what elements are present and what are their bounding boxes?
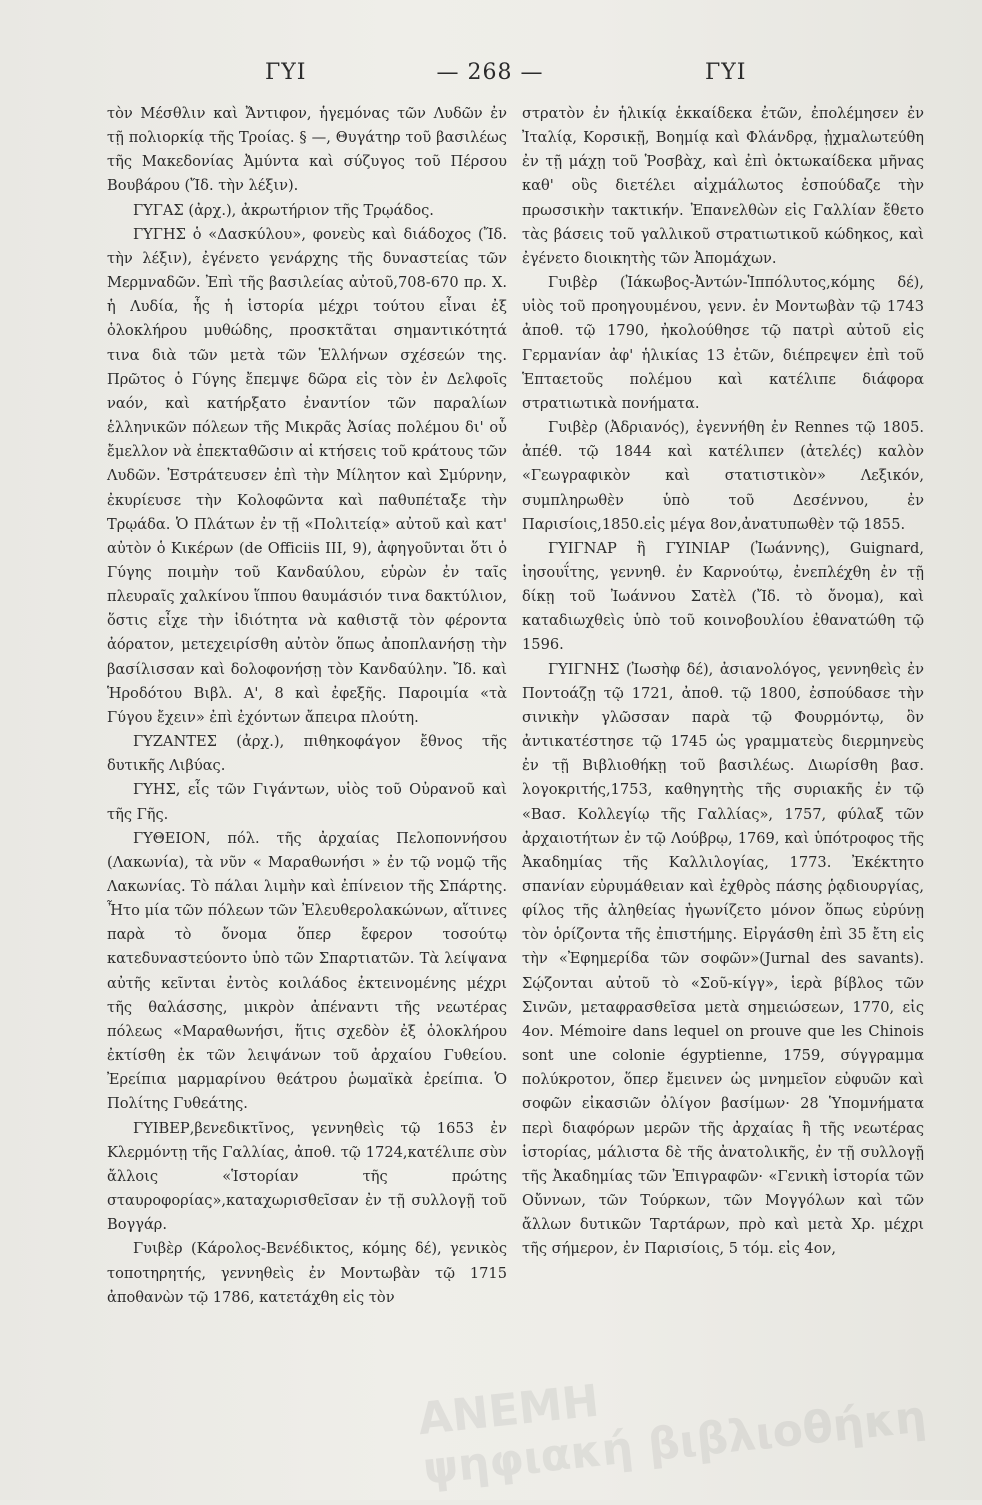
left-column — [107, 102, 507, 1310]
entry-guiber-charles: Γυιβὲρ (Κάρολος-Βενέδικτος, κόμης δέ), γενικὸς τοποτηρητής, γεννηθεὶς ἐν Μοντωβὰν τῷ 1715 ἀποθανὼν τῷ 1786, κατετάχθη εἰς τὸν — [107, 1240, 507, 1306]
entry-guiber-jacques: Γυιβὲρ (Ἰάκωβος-Ἀντών-Ἱππόλυτος,κόμης δέ), υἱὸς τοῦ προηγουμένου, γενν. ἐν Μοντωβὰν τῷ 1743 ἀποθ. τῷ 1790, ἠκολούθησε τῷ πατρὶ αὐτοῦ εἰς Γερμανίαν ἀφ' ἡλικίας 13 ἐτῶν, διέπρεψεν ἐπὶ τοῦ Ἑπταετοῦς πολέμου καὶ κατέλιπε διάφορα στρατιωτικὰ πονήματα. — [522, 274, 924, 412]
page-number: — 268 — — [436, 60, 544, 85]
entry-guiber-adrien: Γυιβὲρ (Ἀδριανός), ἐγεννήθη ἐν Rennes τῷ 1805. ἀπέθ. τῷ 1844 καὶ κατέλιπεν (ἀτελές) καλὸν «Γεωγραφικὸν καὶ στατιστικὸν» Λεξικόν, συμπληρωθὲν ὑπὸ τοῦ Δεσέννου, ἐν Παρισίοις,1850.εἰς μέγα 8ον,ἀνατυπωθὲν τῷ 1855. — [522, 419, 924, 533]
entry-gygas: ΓΥΓΑΣ (ἀρχ.), ἀκρωτήριον τῆς Τρῳάδος. — [133, 201, 434, 219]
entry-guignard: ΓΥΙΓΝΑΡ ἢ ΓΥΙΝΙΑΡ (Ἰωάννης), Guignard, ἰησουΐτης, γεννηθ. ἐν Καρνούτῳ, ἐνεπλέχθη ἐν τῇ δίκῃ τοῦ Ἰωάννου Σατὲλ (Ἴδ. τὸ ὄνομα), καὶ καταδιωχθεὶς ὑπὸ τοῦ κοινοβουλίου ἐθανατώθη τῷ 1596. — [522, 539, 924, 654]
page-header — [95, 60, 885, 92]
entry-continuation: τὸν Μέσθλιν καὶ Ἄντιφον, ἡγεμόνας τῶν Λυδῶν ἐν τῇ πολιορκίᾳ τῆς Τροίας. § —, Θυγάτηρ τοῦ βασιλέως τῆς Μακεδονίας Ἀμύντα καὶ σύζυγος τοῦ Πέρσου Βουβάρου (Ἴδ. τὴν λέξιν). — [107, 105, 507, 195]
header-left-keyword: ΓΥΙ — [265, 60, 307, 85]
entry-gyzantes: ΓΥΖΑΝΤΕΣ (ἀρχ.), πιθηκοφάγον ἔθνος τῆς δυτικῆς Λιβύας. — [107, 733, 507, 775]
header-right-keyword: ΓΥΙ — [705, 60, 747, 85]
entry-continuation-right: στρατὸν ἐν ἡλικίᾳ ἑκκαίδεκα ἐτῶν, ἐπολέμησεν ἐν Ἰταλίᾳ, Κορσικῇ, Βοημίᾳ καὶ Φλάνδρᾳ, ᾐχμαλωτεύθη ἐν τῇ μάχῃ τοῦ Ῥοσβὰχ, καὶ ἐπὶ ὀκτωκαίδεκα μῆνας καθ' οὓς διετέλει αἰχμάλωτος ἐσπούδαζε τὴν πρωσσικὴν τακτικήν. Ἐπανελθὼν εἰς Γαλλίαν ἔθετο τὰς βάσεις τοῦ γαλλικοῦ στρατιωτικοῦ κώδηκος, καὶ ἐγένετο διοικητὴς τῶν Ἀπομάχων. — [522, 105, 924, 267]
entry-gyes: ΓΥΗΣ, εἷς τῶν Γιγάντων, υἱὸς τοῦ Οὐρανοῦ καὶ τῆς Γῆς. — [107, 781, 507, 823]
entry-gyges: ΓΥΓΗΣ ὁ «Δασκύλου», φονεὺς καὶ διάδοχος (Ἴδ. τὴν λέξιν), ἐγένετο γενάρχης τῆς δυναστείας τῶν Μερμναδῶν. Ἐπὶ τῆς βασιλείας αὐτοῦ,708-670 πρ. Χ. ἡ Λυδία, ἧς ἡ ἱστορία μέχρι τούτου εἶναι ἐξ ὁλοκλήρου μυθώδης, προσκτᾶται σημαντικότητά τινα διὰ τῶν μετὰ τῶν Ἑλλήνων σχέσεών της. Πρῶτος ὁ Γύγης ἔπεμψε δῶρα εἰς τὸν ἐν Δελφοῖς ναόν, καὶ κατήρξατο ἐναντίον τῶν παραλίων ἑλληνικῶν πόλεων τῆς Μικρᾶς Ἀσίας πολέμου δι' οὗ ἔμελλον νὰ ἐπεκταθῶσιν αἱ κτήσεις τοῦ κράτους τῶν Λυδῶν. Ἐστράτευσεν ἐπὶ τὴν Μίλητον καὶ Σμύρνην, ἐκυρίευσε τὴν Κολοφῶντα καὶ παθυπέταξε τὴν Τρῳάδα. Ὁ Πλάτων ἐν τῇ «Πολιτείᾳ» αὐτοῦ καὶ κατ' αὐτὸν ὁ Κικέρων (de Officiis III, 9), ἀφηγοῦνται ὅτι ὁ Γύγης ποιμὴν τοῦ Κανδαύλου, εὑρὼν ἐν ταῖς πλευραῖς χαλκίνου ἵππου θαυμάσιόν τινα δακτύλιον, ὅστις εἶχε τὴν ἰδιότητα νὰ καθιστᾷ τὸν φέροντα ἀόρατον, μετεχειρίσθη αὐτὸν ὅπως ἀποπλανήσῃ τὴν βασίλισσαν καὶ δολοφονήσῃ τὸν Κανδαύλην. Ἴδ. καὶ Ἡροδότου Βιβλ. Α', 8 καὶ ἐφεξῆς. Παροιμία «τὰ Γύγου ἔχειν» ἐπὶ ἐχόντων ἄπειρα πλούτη. — [107, 225, 507, 726]
entry-guiber: ΓΥΙΒΕΡ,βενεδικτῖνος, γεννηθεὶς τῷ 1653 ἐν Κλερμόντῃ τῆς Γαλλίας, ἀποθ. τῷ 1724,κατέλιπε σὺν ἄλλοις «Ἱστορίαν τῆς πρώτης σταυροφορίας»,καταχωρισθεῖσαν ἐν τῇ συλλογῇ τοῦ Βογγάρ. — [107, 1119, 507, 1234]
right-column — [522, 102, 924, 1262]
entry-guignes: ΓΥΙΓΝΗΣ (Ἰωσὴφ δέ), ἀσιανολόγος, γεννηθεὶς ἐν Ποντοάζῃ τῷ 1721, ἀποθ. τῷ 1800, ἐσπούδασε τὴν σινικὴν γλῶσσαν παρὰ τῷ Φουρμόντῳ, ὃν ἀντικατέστησε τῷ 1745 ὡς γραμματεὺς διερμηνεὺς ἐν τῇ Βιβλιοθήκῃ τοῦ βασιλέως. Διωρίσθη βασ. λογοκριτής,1753, καθηγητὴς τῆς συριακῆς ἐν τῷ «Βασ. Κολλεγίῳ τῆς Γαλλίας», 1757, φύλαξ τῶν ἀρχαιοτήτων ἐν τῷ Λούβρῳ, 1769, καὶ ὑπότροφος τῆς Ἀκαδημίας τῆς Καλλιλογίας, 1773. Ἐκέκτητο σπανίαν εὐρυμάθειαν καὶ ἐχθρὸς πάσης ῥᾳδιουργίας, φίλος τῆς ἀληθείας ἠγωνίζετο μόνον ὅπως εὐρύνῃ τὸν ὁρίζοντα τῆς ἐπιστήμης. Εἰργάσθη ἐπὶ 35 ἔτη εἰς τὴν «Ἐφημερίδα τῶν σοφῶν»(Jurnal des savants). Σῴζονται αὐτοῦ τὸ «Σοῦ-κίγγ», ἱερὰ βίβλος τῶν Σινῶν, μεταφρασθεῖσα μετὰ σημειώσεων, 1770, εἰς 4ον. Mémoire dans lequel on prouve que les Chinois sont une colonie égyptienne, 1759, σύγγραμμα πολύκροτον, ὅπερ ἔμεινεν ὡς μνημεῖον εὐφυῶν καὶ σοφῶν εἰκασιῶν ὀλίγον βασίμων· 28 Ὑπομνήματα περὶ διαφόρων μερῶν τῆς ἀρχαίας ἢ τῆς νεωτέρας ἱστορίας, μάλιστα δὲ τῆς ἀνατολικῆς, ἐν τῇ συλλογῇ τῆς Ἀκαδημίας τῶν Ἐπιγραφῶν· «Γενικὴ ἱστορία τῶν Οὔννων, τῶν Τούρκων, τῶν Μογγόλων καὶ τῶν ἄλλων δυτικῶν Ταρτάρων, πρὸ καὶ μετὰ Χρ. μέχρι τῆς σήμερον, ἐν Παρισίοις, 5 τόμ. εἰς 4ον, — [522, 660, 924, 1258]
library-watermark: ΑΝΕΜΗ ψηφιακή βιβλιοθήκη — [415, 1375, 929, 1495]
entry-gytheion: ΓΥΘΕΙΟΝ, πόλ. τῆς ἀρχαίας Πελοποννήσου (Λακωνία), τὰ νῦν « Μαραθωνήσι » ἐν τῷ νομῷ τῆς Λακωνίας. Τὸ πάλαι λιμὴν καὶ ἐπίνειον τῆς Σπάρτης. Ἦτο μία τῶν πόλεων τῶν Ἐλευθερολακώνων, αἵτινες παρὰ τὸ ὄνομα ὅπερ ἔφερον τοσούτῳ κατεδυναστεύοντο ὑπὸ τῶν Σπαρτιατῶν. Τὰ λείψανα αὐτῆς κεῖνται ἐντὸς κοιλάδος ἐκτεινομένης μέχρι τῆς θαλάσσης, μικρὸν ἀπέναντι τῆς νεωτέρας πόλεως «Μαραθωνήσι, ἥτις σχεδὸν ἐξ ὁλοκλήρου ἐκτίσθη ἐκ τῶν λειψάνων τοῦ ἀρχαίου Γυθείου. Ἐρείπια μαρμαρίνου θεάτρου ῥωμαϊκὰ ἐρείπια. Ὁ Πολίτης Γυθεάτης. — [107, 829, 507, 1113]
